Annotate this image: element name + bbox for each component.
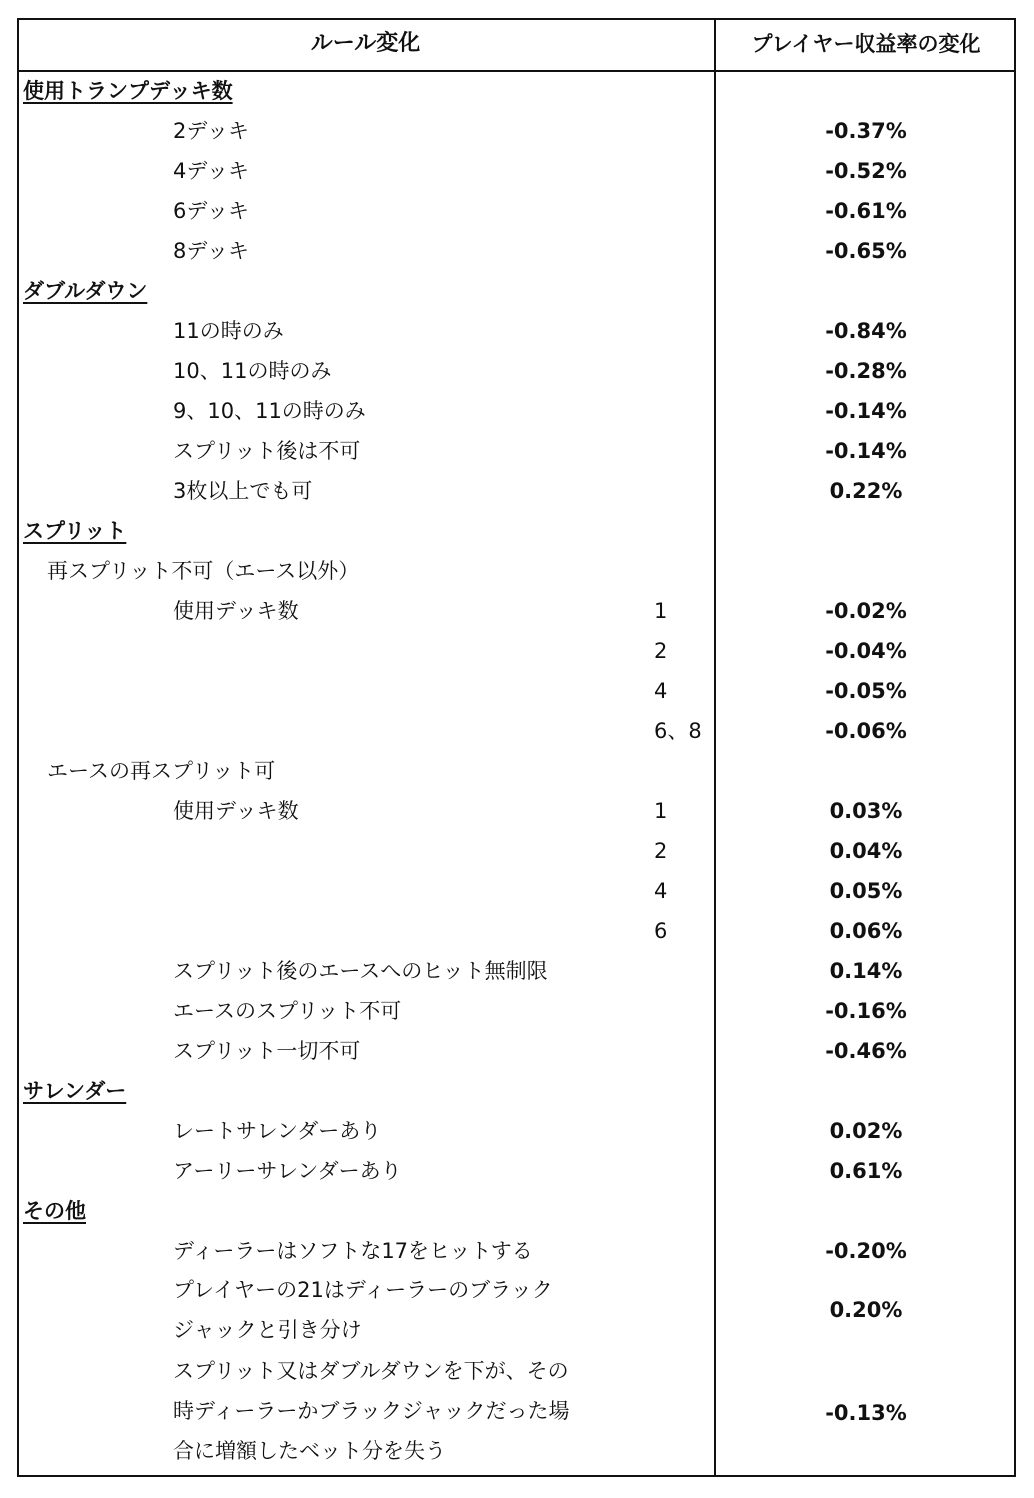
row-label-multiline	[173, 1270, 553, 1350]
row-label-line: プレイヤーの21はディーラーのブラック	[173, 1278, 553, 1302]
section-other-title: その他	[23, 1199, 86, 1223]
row-value: 0.04%	[829, 839, 903, 863]
row-value: -0.04%	[825, 639, 907, 663]
row-value: 0.03%	[829, 799, 903, 823]
row-label: スプリット後は不可	[173, 439, 361, 463]
deck-count: 6、8	[654, 719, 702, 743]
row-label: 11の時のみ	[173, 319, 284, 343]
row-value: -0.06%	[825, 719, 907, 743]
row-value: -0.14%	[825, 439, 907, 463]
deck-count: 4	[654, 879, 668, 903]
deck-count-label: 使用デッキ数	[173, 799, 299, 823]
row-value: 0.02%	[829, 1119, 903, 1143]
row-label: 8デッキ	[173, 239, 249, 263]
row-label: 2デッキ	[173, 119, 249, 143]
section-deck-title: 使用トランプデッキ数	[23, 79, 233, 103]
row-value: -0.02%	[825, 599, 907, 623]
row-value: -0.37%	[825, 119, 907, 143]
row-label: エースのスプリット不可	[173, 999, 402, 1023]
row-value: -0.13%	[825, 1401, 907, 1425]
deck-count: 4	[654, 679, 668, 703]
row-label-line: 合に増額したベット分を失う	[173, 1439, 446, 1463]
row-value: -0.65%	[825, 239, 907, 263]
row-value: -0.16%	[825, 999, 907, 1023]
row-label: ディーラーはソフトな17をヒットする	[173, 1239, 533, 1263]
row-value: -0.61%	[825, 199, 907, 223]
deck-count: 2	[654, 639, 668, 663]
row-label-line: ジャックと引き分け	[173, 1318, 362, 1342]
header-player-return: プレイヤー収益率の変化	[751, 32, 981, 56]
subsection-ace-resplit: エースの再スプリット可	[47, 759, 276, 783]
row-value: 0.05%	[829, 879, 903, 903]
row-value: -0.52%	[825, 159, 907, 183]
header-rule-change: ルール変化	[310, 31, 421, 56]
row-label: 9、10、11の時のみ	[173, 399, 366, 423]
row-value: 0.61%	[829, 1159, 903, 1183]
deck-count: 2	[654, 839, 668, 863]
row-label: 4デッキ	[173, 159, 249, 183]
row-value: -0.46%	[825, 1039, 907, 1063]
row-value: -0.05%	[825, 679, 907, 703]
row-value: 0.20%	[829, 1298, 903, 1322]
row-value: -0.20%	[825, 1239, 907, 1263]
row-value: -0.14%	[825, 399, 907, 423]
row-label: レートサレンダーあり	[173, 1119, 382, 1143]
row-value: 0.14%	[829, 959, 903, 983]
subsection-no-resplit: 再スプリット不可（エース以外）	[47, 559, 360, 583]
row-value: -0.84%	[825, 319, 907, 343]
deck-count: 1	[654, 799, 668, 823]
section-split-title: スプリット	[23, 519, 127, 543]
row-label: アーリーサレンダーあり	[173, 1159, 402, 1183]
row-label: 3枚以上でも可	[173, 479, 313, 503]
deck-count: 6	[654, 919, 668, 943]
row-value: 0.06%	[829, 919, 903, 943]
deck-count: 1	[654, 599, 668, 623]
section-surrender-title: サレンダー	[23, 1079, 127, 1103]
row-label-line: 時ディーラーかブラックジャックだった場	[173, 1399, 570, 1423]
row-label-multiline	[173, 1351, 569, 1471]
row-label: 6デッキ	[173, 199, 249, 223]
section-double-title: ダブルダウン	[23, 279, 148, 303]
row-value: 0.22%	[829, 479, 903, 503]
row-label: スプリット一切不可	[173, 1039, 361, 1063]
row-value: -0.28%	[825, 359, 907, 383]
row-label: 10、11の時のみ	[173, 359, 332, 383]
row-label-line: スプリット又はダブルダウンを下が、その	[173, 1359, 569, 1383]
deck-count-label: 使用デッキ数	[173, 599, 299, 623]
row-label: スプリット後のエースへのヒット無制限	[173, 959, 548, 983]
